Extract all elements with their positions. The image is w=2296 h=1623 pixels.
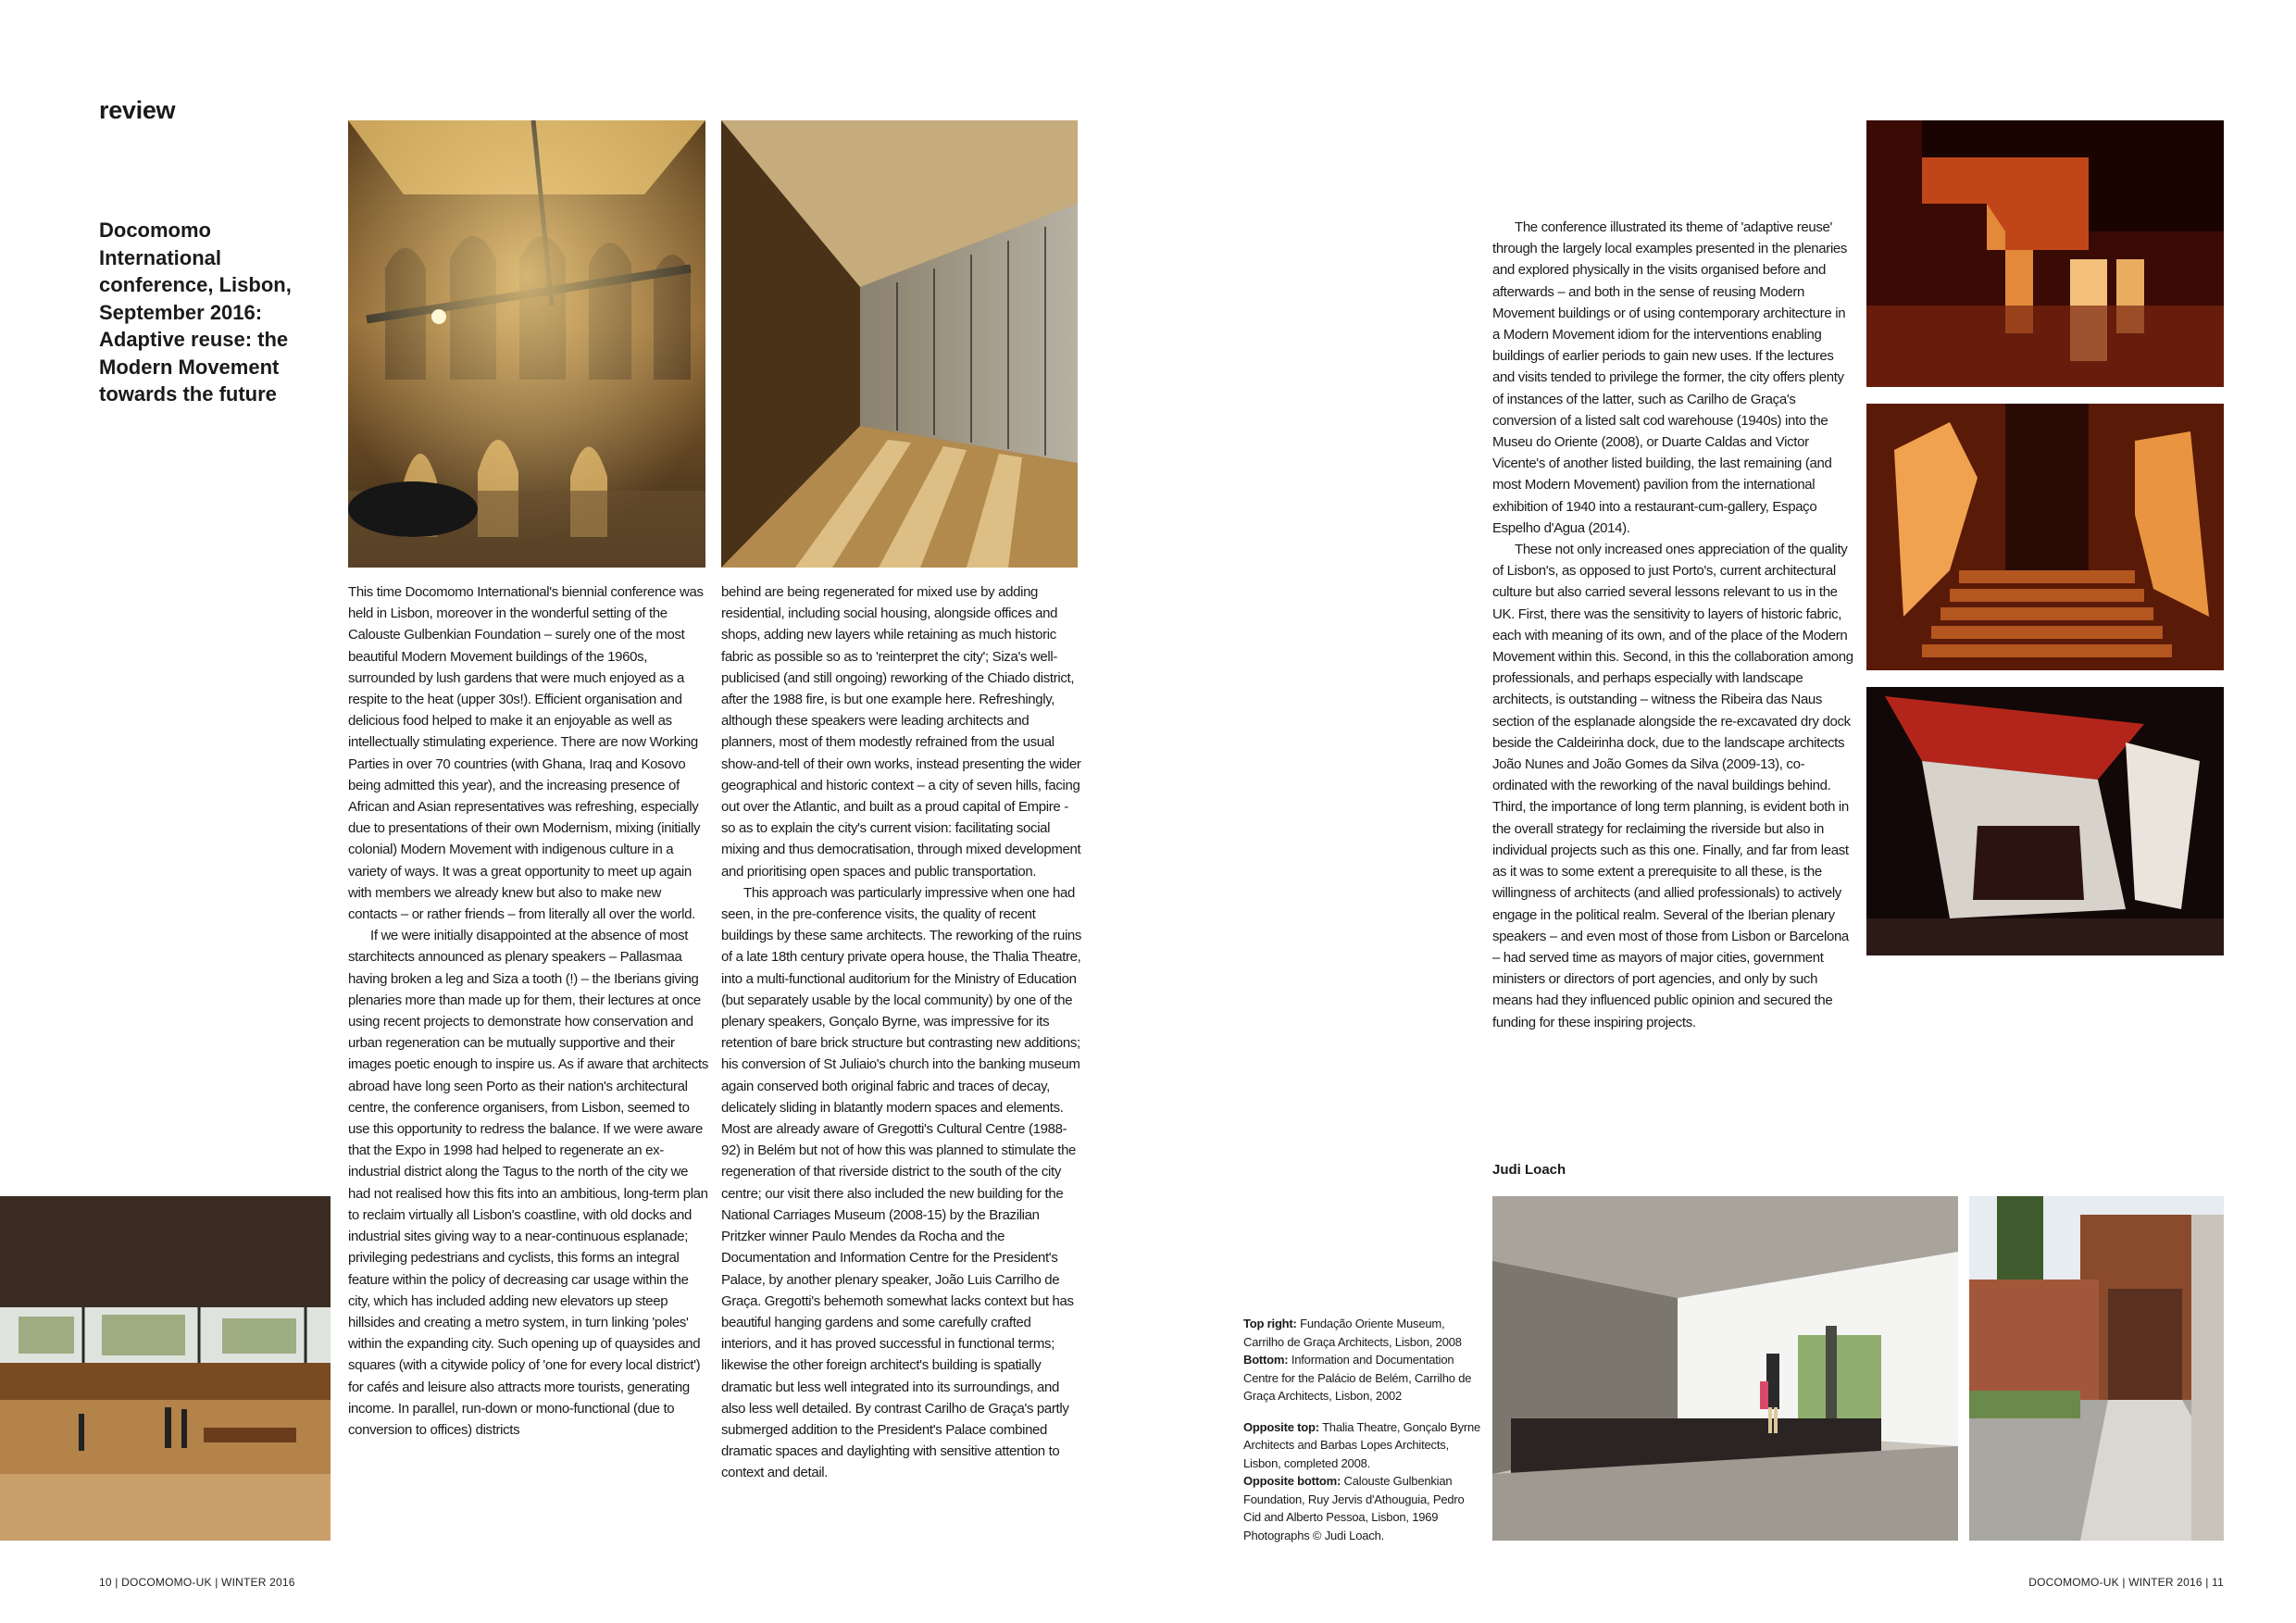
photo-gulbenkian-hall: [0, 1196, 331, 1541]
caption-block: [1243, 1315, 1484, 1544]
photo-captions: [1243, 1315, 1484, 1544]
caption-label: Opposite top:: [1243, 1419, 1319, 1434]
page-footer-right: DOCOMOMO-UK | WINTER 2016 | 11: [2028, 1576, 2224, 1589]
photo-belem-courtyard: [1969, 1196, 2224, 1541]
photo-belem-documentation-centre: [1492, 1196, 1958, 1541]
paragraph: These not only increased ones appreciation of the quality of Lisbon's, as opposed to just Porto's, current architectural culture but also carried several lessons relevant to us in the UK. First, there was the sensitivity to layers of historic fabric, each with meaning of its own, and of the place of the Modern Movement within this. Second, in this the collaboration among professionals, and perhaps especially with landscape architects, is outstanding – witness the Ribeira das Naus section of the esplanade alongside the re-excavated dry dock beside the Caldeirinha dock, due to the landscape architects João Nunes and João Gomes da Silva (2009-13), co-ordinated with the reworking of the naval buildings behind. Third, the importance of long term planning, is evident both in the overall strategy for reclaiming the riverside but also in individual projects such as this one. Finally, and far from least as it was to some extent a prerequisite to all these, is the willingness of architects (and allied professionals) to actively engage in the political realm. Several of the Iberian plenary speakers – and even most of those from Lisbon or Barcelona – had served time as mayors of major cities, government ministers or directors of port agencies, and only by such means had they influenced public opinion and secured the funding for these inspiring projects.: [1492, 542, 1853, 1030]
paragraph: This time Docomomo International's biennial conference was held in Lisbon, moreover in the wonderful setting of the Calouste Gulbenkian Foundation – surely one of the most beautiful Modern Movement buildings of the 1960s, surrounded by lush gardens that were much enjoyed as a respite to the heat (upper 30s!). Efficient organisation and delicious food helped to make it an enjoyable as well as intellectually stimulating experience. There are now Working Parties in over 70 countries (with Ghana, Iraq and Kosovo being admitted this year), and the increasing presence of African and Asian representatives was refreshing, especially due to presentations of their own Modernism, mixing (initially colonial) Modern Movement with indigenous culture in a variety of ways. It was a great opportunity to meet up again with members we already knew but also to make new contacts – or rather friends – from literally all over the world.: [348, 584, 704, 923]
caption-text: Thalia Theatre, Gonçalo Byrne Architects and Barbas Lopes Architects, Lisbon, completed 2008.: [1243, 1419, 1481, 1470]
article-column-1: [348, 581, 709, 1441]
photo-oriente-museum-1: [1866, 120, 2224, 387]
caption-credit: Photographs © Judi Loach.: [1243, 1528, 1385, 1542]
article-column-3: [1492, 217, 1853, 1033]
caption-label: Bottom:: [1243, 1353, 1289, 1367]
photo-oriente-museum-2: [1866, 404, 2224, 670]
caption-label: Top right:: [1243, 1317, 1297, 1330]
photo-oriente-museum-3: [1866, 687, 2224, 955]
article-column-2: [721, 581, 1082, 1484]
photo-gulbenkian-corridor: [721, 120, 1078, 568]
page-footer-left: 10 | DOCOMOMO-UK | WINTER 2016: [99, 1576, 295, 1589]
caption-label: Opposite bottom:: [1243, 1474, 1341, 1488]
caption-text: Calouste Gulbenkian Foundation, Ruy Jervis d'Athouguia, Pedro Cid and Alberto Pessoa, Lisbon, 1969: [1243, 1474, 1465, 1524]
photo-thalia-theatre: [348, 120, 705, 568]
caption-text: Fundação Oriente Museum, Carrilho de Graça Architects, Lisbon, 2008: [1243, 1317, 1462, 1349]
paragraph: The conference illustrated its theme of 'adaptive reuse' through the largely local examples presented in the plenaries and explored physically in the visits organised before and afterwards – and both in the sense of reusing Modern Movement buildings or of using contemporary architecture in a Modern Movement idiom for the interventions enabling buildings of earlier periods to gain new uses. If the lectures and visits tended to privilege the former, the city offers plenty of instances of the latter, such as Carilho de Graça's conversion of a listed salt cod warehouse (1940s) into the Museu do Oriente (2008), or Duarte Caldas and Victor Vicente's of another listed building, the last remaining (and most Modern Movement) pavilion from the international exhibition of 1940 into a restaurant-cum-gallery, Espaço Espelho d'Agua (2014).: [1492, 219, 1848, 536]
paragraph: behind are being regenerated for mixed use by adding residential, including social housing, alongside offices and shops, adding new layers while retaining as much historic fabric as possible so as to 'reinterpret the city'; Siza's well-publicised (and still ongoing) reworking of the Chiado district, after the 1988 fire, is but one example here. Refreshingly, although these speakers were leading architects and planners, most of them modestly refrained from the usual show-and-tell of their own works, instead presenting the wider geographical and historic context – a city of seven hills, facing out over the Atlantic, and built as a proud capital of Empire - so as to explain the city's current vision: facilitating social mixing and thus democratisation, through mixed development and prioritising open spaces and public transportation.: [721, 584, 1081, 880]
article-title: Docomomo International conference, Lisbon, September 2016: Adaptive reuse: the Modern Movement towards the future: [99, 218, 292, 406]
paragraph: This approach was particularly impressive when one had seen, in the pre-conference visits, the quality of recent buildings by these same architects. The reworking of the ruins of a late 18th century private opera house, the Thalia Theatre, into a multi-functional auditorium for the Ministry of Education (but separately usable by the local community) by one of the plenary speakers, Gonçalo Byrne, was impressive for its retention of bare brick structure but contrasting new additions; his conversion of St Juliaio's church into the banking museum again conserved both original fabric and traces of decay, delicately sliding in blatantly modern spaces and elements. Most are already aware of Gregotti's Cultural Centre (1988-92) in Belém but not of how this was planned to stimulate the regeneration of that riverside district to the south of the city centre; our visit there also included the new building for the National Carriages Museum (2008-15) by the Brazilian Pritzker winner Paulo Mendes da Rocha and the Documentation and Information Centre for the President's Palace, by another plenary speaker, João Luis Carrilho de Graça. Gregotti's behemoth somewhat lacks context but has beautiful hanging gardens and some carefully crafted interiors, and it has proved successful in functional terms; likewise the other foreign architect's building is spatially dramatic but less well integrated into its surroundings, and also less well detailed. By contrast Carilho de Graça's partly submerged addition to the President's Palace combined dramatic spaces and daylighting with sensitive attention to context and detail.: [721, 884, 1082, 1481]
section-label: review: [99, 96, 176, 124]
author-byline: Judi Loach: [1492, 1162, 1566, 1178]
paragraph: If we were initially disappointed at the absence of most starchitects announced as plenary speakers – Pallasmaa having broken a leg and Siza a tooth (!) – the Iberians giving plenaries more than made up for them, their lectures at once using recent projects to demonstrate how conservation and urban regeneration can be mutually supportive and their images poetic enough to inspire us. As if aware that architects abroad have long seen Porto as their nation's architectural centre, the conference organisers, from Lisbon, seemed to use this opportunity to redress the balance. If we were aware that the Expo in 1998 had helped to regenerate an ex-industrial district along the Tagus to the north of the city we had not realised how this fits into an ambitious, long-term plan to reclaim virtually all Lisbon's coastline, with old docks and industrial sites giving way to a near-continuous esplanade; privileging pedestrians and cyclists, this forms an integral feature within the policy of decreasing car usage within the city, which has included adding new elevators up steep hillsides and creating a metro system, in turn linking 'poles' within the expanding city. Such opening up of quaysides and squares (with a citywide policy of 'one for every local district') for cafés and leisure also attracts more tourists, generating income. In parallel, run-down or mono-functional (due to conversion to offices) districts: [348, 928, 709, 1438]
caption-text: Information and Documentation Centre for the Palácio de Belém, Carrilho de Graça Architects, Lisbon, 2002: [1243, 1353, 1472, 1403]
